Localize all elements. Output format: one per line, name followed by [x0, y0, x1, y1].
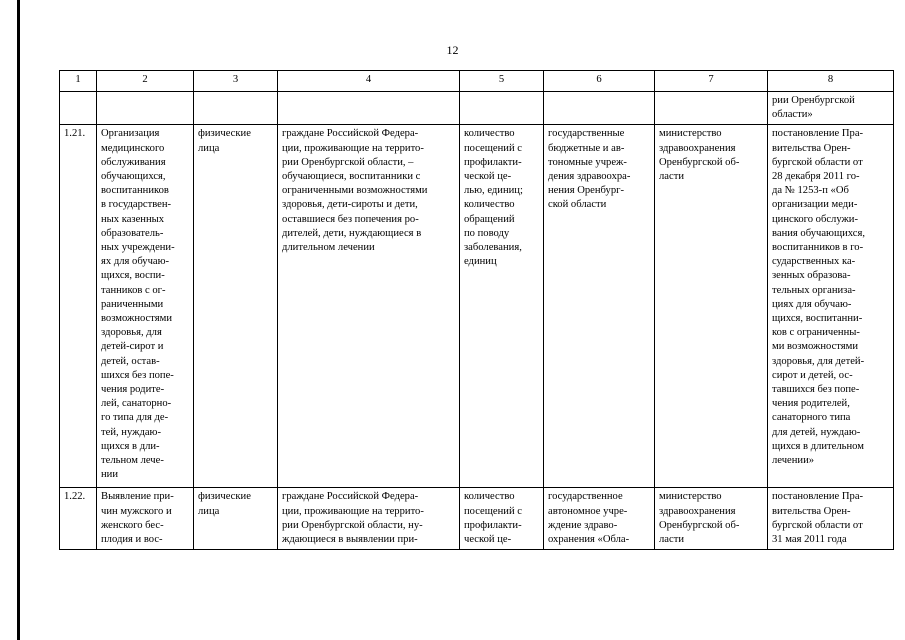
cont-cell-3 — [194, 92, 278, 125]
consumer-description: граждане Российской Федера- ции, проживающие на террито- рии Оренбургской области, ну- ждающиеся в выявлении при- — [278, 488, 460, 550]
provider-institutions: государственное автономное учре- ждение здраво- охранения «Обла- — [544, 488, 655, 550]
cont-cell-8: рии Оренбургской области» — [768, 92, 894, 125]
header-cell-6: 6 — [544, 71, 655, 92]
header-cell-1: 1 — [60, 71, 97, 92]
cont-cell-6 — [544, 92, 655, 125]
row-number: 1.22. — [60, 488, 97, 550]
page-number: 12 — [446, 43, 459, 57]
page-edge-bar — [17, 0, 20, 640]
consumer-category: физические лица — [194, 125, 278, 488]
cont-cell-2 — [97, 92, 194, 125]
volume-indicator: количество посещений с профилакти- ческой це- — [460, 488, 544, 550]
provider-institutions: государственные бюджетные и ав- тономные учреж- дения здравоохра- нения Оренбург- ской области — [544, 125, 655, 488]
row-number: 1.21. — [60, 125, 97, 488]
service-name: Выявление при- чин мужского и женского бес- плодия и вос- — [97, 488, 194, 550]
responsible-authority: министерство здравоохранения Оренбургской об- ласти — [655, 488, 768, 550]
header-cell-2: 2 — [97, 71, 194, 92]
header-cell-5: 5 — [460, 71, 544, 92]
legal-basis: постановление Пра- вительства Орен- бургской области от 28 декабря 2011 го- да № 1253-п «Об организации меди- цинского обслужи- вания обучающихся, воспитанников в го- сударственных ка- зенных образова- тельных организа- циях для обучаю- щихся, воспитанни- ков с ограниченны- ми возможностями здоровья, для детей- сирот и детей, ос- тавшихся без попе- чения родителей, санаторного типа для детей, нуждаю- щихся в длительном лечении» — [768, 125, 894, 488]
table-header-row — [60, 71, 894, 92]
continuation-row — [60, 92, 894, 125]
volume-indicator: количество посещений с профилакти- ческой це- лью, единиц; количество обращений по поводу заболевания, единиц — [460, 125, 544, 488]
cont-cell-4 — [278, 92, 460, 125]
header-cell-3: 3 — [194, 71, 278, 92]
service-name: Организация медицинского обслуживания обучающихся, воспитанников в государствен- ных казенных образователь- ных учреждени- ях для обучаю- щихся, воспи- танников с ог- раниченными возможностями здоровья, для детей-сирот и детей, остав- шихся без попе- чения родите- лей, санаторно- го типа для де- тей, нуждаю- щихся в дли- тельном лече- нии — [97, 125, 194, 488]
cont-cell-7 — [655, 92, 768, 125]
legal-basis: постановление Пра- вительства Орен- бургской области от 31 мая 2011 года — [768, 488, 894, 550]
consumer-category: физические лица — [194, 488, 278, 550]
header-cell-4: 4 — [278, 71, 460, 92]
consumer-description: граждане Российской Федера- ции, проживающие на террито- рии Оренбургской области, – обучающиеся, воспитанники с ограниченными возможностями здоровья, дети-сироты и дети, оставшиеся без попечения ро- дителей, дети, нуждающиеся в длительном лечении — [278, 125, 460, 488]
cont-cell-5 — [460, 92, 544, 125]
table-row-1-21 — [60, 125, 894, 488]
cont-cell-1 — [60, 92, 97, 125]
responsible-authority: министерство здравоохранения Оренбургской об- ласти — [655, 125, 768, 488]
table-row-1-22 — [60, 488, 894, 550]
header-cell-8: 8 — [768, 71, 894, 92]
services-table — [59, 70, 894, 550]
header-cell-7: 7 — [655, 71, 768, 92]
